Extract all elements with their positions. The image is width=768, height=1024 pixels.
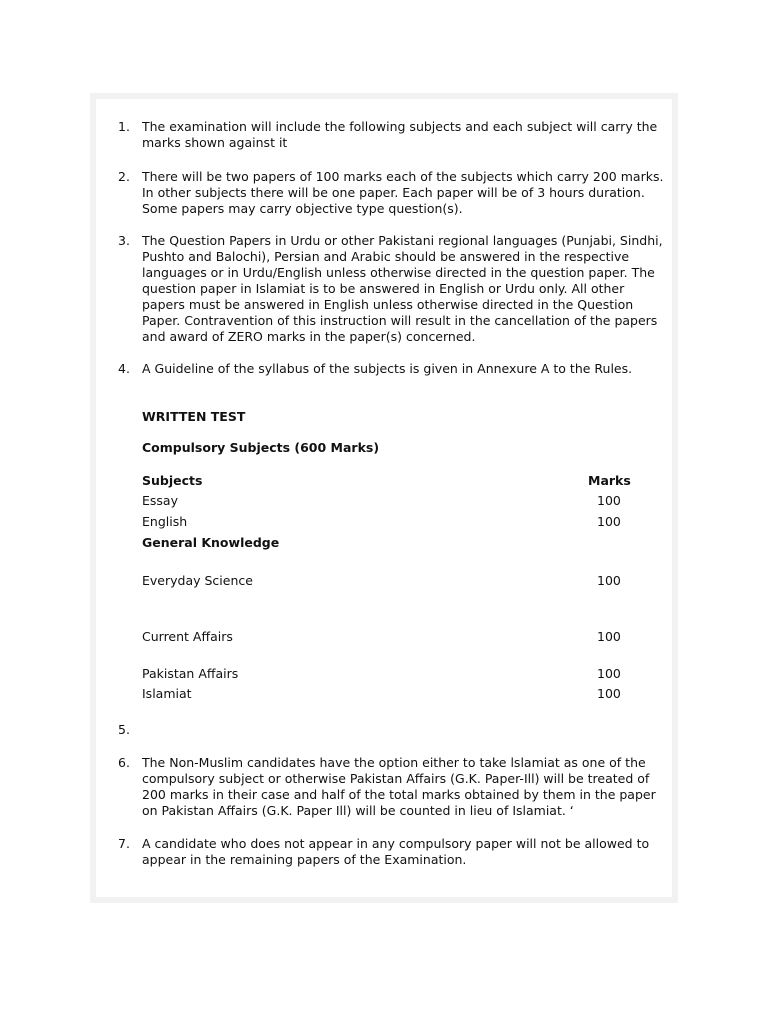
- list-item-text: [142, 361, 672, 377]
- list-item-text: [142, 755, 672, 819]
- text-line: The Question Papers in Urdu or other Pakistani regional languages (Punjabi, Sindhi,: [142, 233, 663, 248]
- text-line: and award of ZERO marks in the paper(s) concerned.: [142, 329, 476, 344]
- list-item-text: [142, 233, 672, 345]
- list-item-number: 4.: [118, 361, 130, 376]
- subject-marks: 100: [597, 573, 621, 588]
- text-line: Some papers may carry objective type question(s).: [142, 201, 463, 216]
- subject-marks: 100: [597, 666, 621, 681]
- text-line: papers must be answered in English unless otherwise directed in the Question: [142, 297, 634, 312]
- subject-name: Current Affairs: [142, 629, 233, 644]
- list-item-text: [142, 119, 672, 151]
- list-item-number: 7.: [118, 836, 130, 851]
- subject-marks: 100: [597, 686, 621, 701]
- text-line: The examination will include the following subjects and each subject will carry the: [142, 119, 658, 134]
- list-item-number: 5.: [118, 722, 130, 737]
- list-item-number: 3.: [118, 233, 130, 248]
- compulsory-subjects-heading: Compulsory Subjects (600 Marks): [142, 440, 380, 455]
- list-item-number: 6.: [118, 755, 130, 770]
- general-knowledge-heading: General Knowledge: [142, 535, 280, 550]
- text-line: languages or in Urdu/English unless otherwise directed in the question paper. The: [142, 265, 655, 280]
- text-line: In other subjects there will be one paper. Each paper will be of 3 hours duration.: [142, 185, 645, 200]
- text-line: 200 marks in their case and half of the total marks obtained by them in the paper: [142, 787, 656, 802]
- subject-name: English: [142, 514, 188, 529]
- text-line: compulsory subject or otherwise Pakistan Affairs (G.K. Paper-Ill) will be treated of: [142, 771, 650, 786]
- text-line: Pushto and Balochi), Persian and Arabic should be answered in the respective: [142, 249, 630, 264]
- subject-marks: 100: [597, 493, 621, 508]
- text-line: There will be two papers of 100 marks each of the subjects which carry 200 marks.: [142, 169, 664, 184]
- document-page: [96, 99, 672, 897]
- text-line: appear in the remaining papers of the Examination.: [142, 852, 467, 867]
- subjects-column-header: Subjects: [142, 473, 203, 488]
- text-line: Paper. Contravention of this instruction will result in the cancellation of the papers: [142, 313, 658, 328]
- marks-column-header: Marks: [588, 473, 631, 488]
- subject-marks: 100: [597, 514, 621, 529]
- subject-name: Essay: [142, 493, 178, 508]
- subject-name: Islamiat: [142, 686, 192, 701]
- subject-name: Everyday Science: [142, 573, 253, 588]
- list-item-number: 2.: [118, 169, 130, 184]
- document-page-frame: [90, 93, 678, 903]
- subject-name: Pakistan Affairs: [142, 666, 239, 681]
- list-item-text: [142, 169, 672, 217]
- subject-marks: 100: [597, 629, 621, 644]
- list-item-number: 1.: [118, 119, 130, 134]
- text-line: The Non-Muslim candidates have the option either to take lslamiat as one of the: [142, 755, 646, 770]
- text-line: question paper in Islamiat is to be answered in English or Urdu only. All other: [142, 281, 625, 296]
- text-line: marks shown against it: [142, 135, 288, 150]
- written-test-heading: WRITTEN TEST: [142, 409, 246, 424]
- text-line: on Pakistan Affairs (G.K. Paper Ill) will be counted in lieu of Islamiat. ‘: [142, 803, 574, 818]
- text-line: A candidate who does not appear in any compulsory paper will not be allowed to: [142, 836, 650, 851]
- text-line: A Guideline of the syllabus of the subjects is given in Annexure A to the Rules.: [142, 361, 633, 376]
- list-item-text: [142, 836, 672, 868]
